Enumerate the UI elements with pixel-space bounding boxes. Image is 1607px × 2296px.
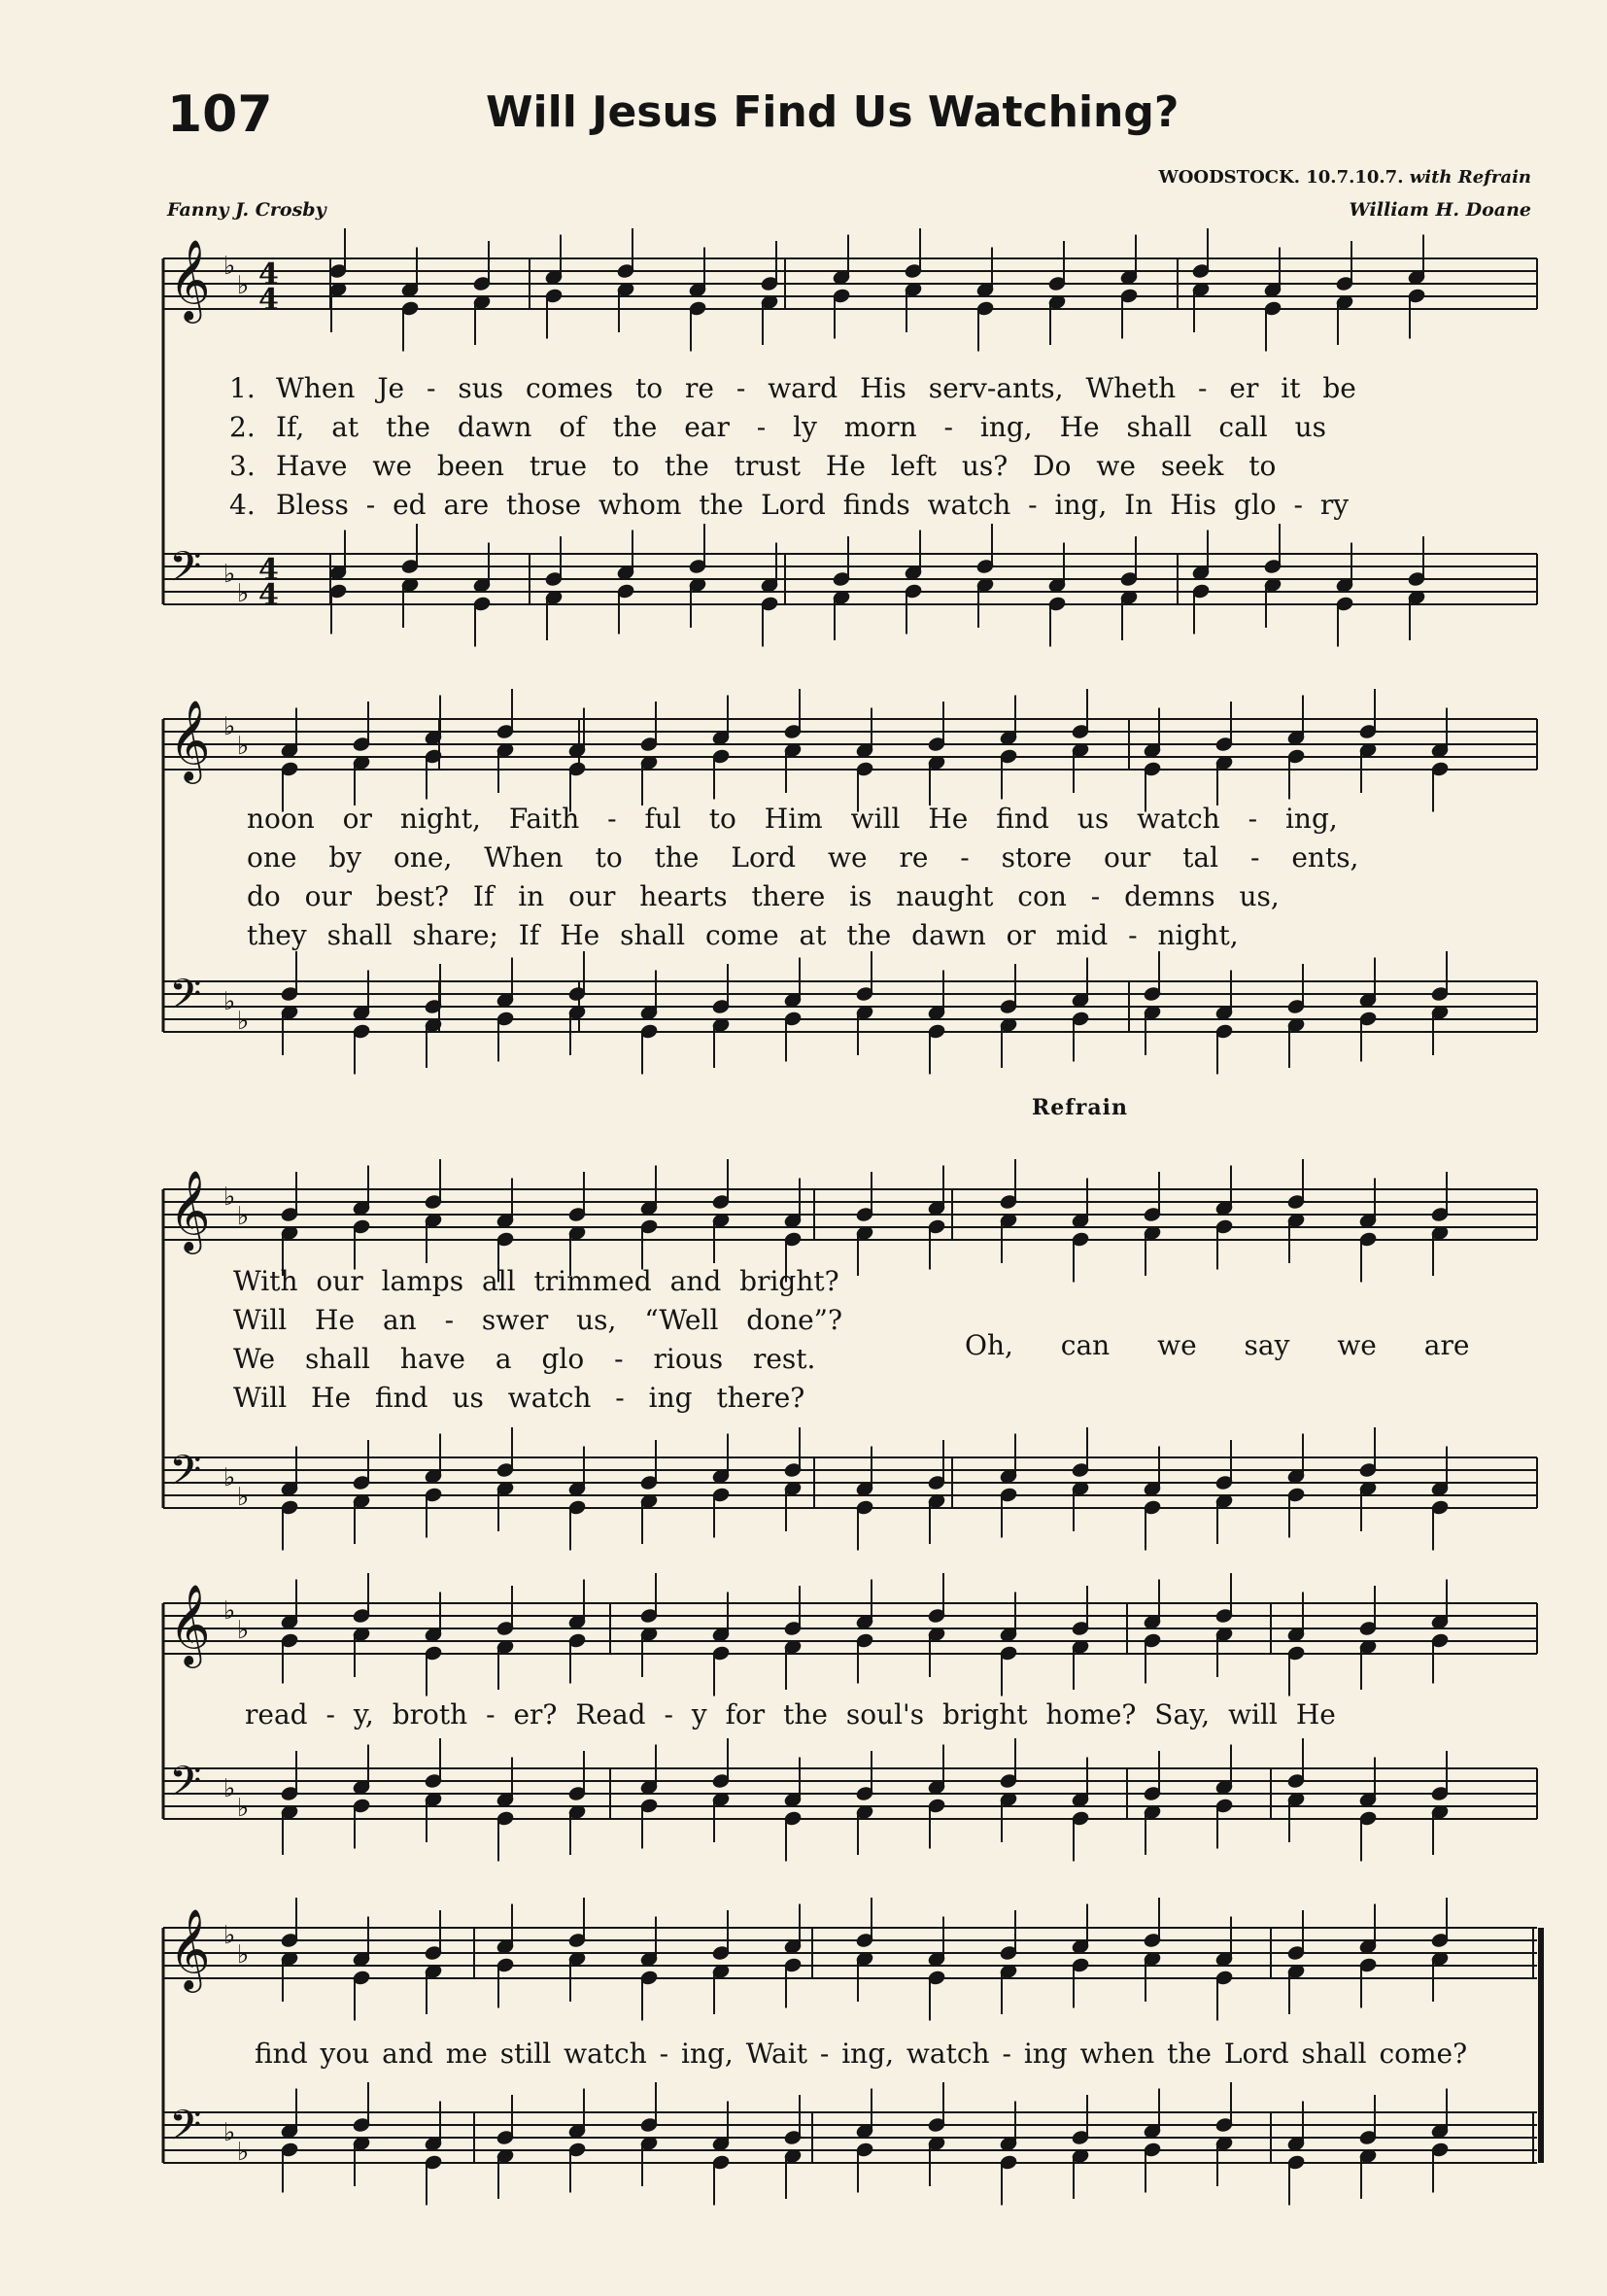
verse-number-2: 2. [229, 411, 256, 443]
refrain-label: Refrain [1032, 1095, 1128, 1120]
system3-verse2-lyric: Will He an - swer us, “Well done”? [233, 1304, 843, 1336]
flat-icon: ♭ [223, 560, 236, 589]
time-signature-icon: 4 [258, 578, 279, 612]
system2-verse2-lyric: one by one, When to the Lord we re - store our tal - ents, [247, 841, 1359, 874]
flat-icon: ♭ [223, 1774, 236, 1803]
treble-clef-icon: 𝄞 [169, 1907, 211, 1989]
bass-clef-icon: 𝄢 [169, 971, 202, 1029]
lyricist-credit: Fanny J. Crosby [167, 199, 326, 221]
treble-clef-icon: 𝄞 [169, 238, 211, 320]
system2-verse1-lyric: noon or night, Faith - ful to Him will He find us watch - ing, [247, 803, 1338, 835]
system3-verse3-lyric: We shall have a glo - rious rest. [233, 1343, 816, 1375]
bass-clef-icon: 𝄢 [169, 543, 202, 601]
bass-clef-icon: 𝄢 [169, 1447, 202, 1505]
system2-verse4-lyric: they shall share; If He shall come at the dawn or mid - night, [247, 919, 1239, 951]
flat-icon: ♭ [223, 1596, 236, 1626]
flat-icon: ♭ [223, 712, 236, 741]
tune-meter-note: with Refrain [1409, 167, 1531, 188]
flat-icon: ♭ [237, 732, 250, 761]
system1-verse3-lyric: Have we been true to the trust He left us? Do we seek to [276, 450, 1277, 482]
system5-lyric: find you and me still watch - ing, Wait - ing, watch - ing when the Lord shall come? [255, 2038, 1468, 2070]
flat-icon: ♭ [237, 1007, 250, 1036]
flat-icon: ♭ [237, 1940, 250, 1970]
hymn-title: Will Jesus Find Us Watching? [486, 87, 1180, 137]
flat-icon: ♭ [237, 2138, 250, 2167]
tune-name: WOODSTOCK. 10.7.10.7. [1158, 167, 1404, 188]
flat-icon: ♭ [223, 1182, 236, 1212]
verse-number-3: 3. [229, 450, 256, 482]
verse-number-1: 1. [229, 372, 256, 404]
refrain-opening-lyric: Oh, can we say we are [965, 1329, 1470, 1361]
flat-icon: ♭ [223, 987, 236, 1016]
treble-clef-icon: 𝄞 [169, 699, 211, 780]
flat-icon: ♭ [223, 2118, 236, 2147]
flat-icon: ♭ [237, 579, 250, 608]
flat-icon: ♭ [223, 1463, 236, 1492]
treble-clef-icon: 𝄞 [169, 1169, 211, 1251]
flat-icon: ♭ [223, 252, 236, 281]
time-signature-icon: 4 [258, 553, 279, 587]
system2-verse3-lyric: do our best? If in our hearts there is naught con - demns us, [247, 880, 1280, 912]
composer-credit: William H. Doane [1349, 199, 1531, 221]
flat-icon: ♭ [237, 1616, 250, 1645]
system1-verse4-lyric: Bless - ed are those whom the Lord finds watch - ing, In His glo - ry [276, 489, 1350, 521]
verse-number-4: 4. [229, 489, 256, 521]
time-signature-icon: 4 [258, 283, 279, 317]
bass-clef-icon: 𝄢 [169, 2102, 202, 2160]
flat-icon: ♭ [237, 1202, 250, 1231]
system1-verse2-lyric: If, at the dawn of the ear - ly morn - ing, He shall call us [276, 411, 1326, 443]
system4-lyric: read - y, broth - er? Read - y for the soul's bright home? Say, will He [245, 1698, 1336, 1731]
system1-verse1-lyric: When Je - sus comes to re - ward His serv-ants, Wheth - er it be [276, 372, 1356, 404]
hymn-number: 107 [167, 86, 273, 144]
time-signature-icon: 4 [258, 257, 279, 291]
flat-icon: ♭ [237, 1794, 250, 1823]
flat-icon: ♭ [237, 271, 250, 300]
system3-verse1-lyric: With our lamps all trimmed and bright? [233, 1265, 839, 1297]
bass-clef-icon: 𝄢 [169, 1758, 202, 1816]
treble-clef-icon: 𝄞 [169, 1583, 211, 1664]
flat-icon: ♭ [237, 1483, 250, 1512]
system3-verse4-lyric: Will He find us watch - ing there? [233, 1382, 805, 1414]
flat-icon: ♭ [223, 1921, 236, 1950]
